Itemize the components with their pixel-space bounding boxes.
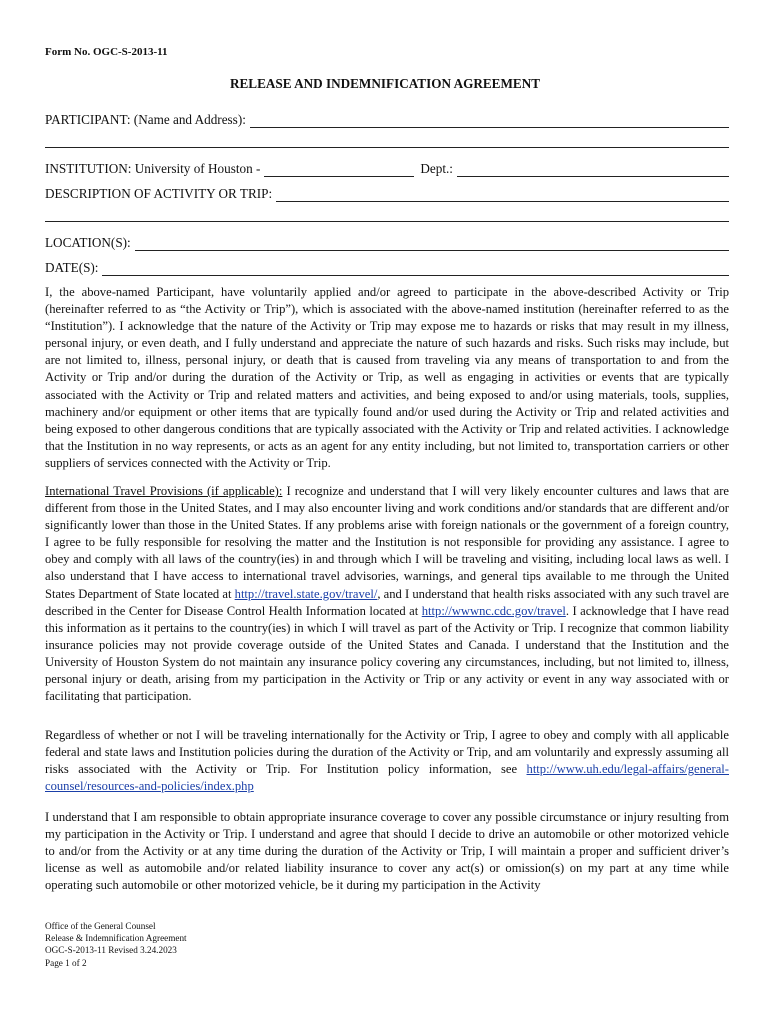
institution-label: INSTITUTION: University of Houston - bbox=[45, 161, 261, 176]
dates-label: DATE(S): bbox=[45, 260, 99, 275]
footer-document-name: Release & Indemnification Agreement bbox=[45, 933, 187, 944]
dept-input-line[interactable] bbox=[457, 165, 729, 177]
cdc-travel-link[interactable]: http://wwwnc.cdc.gov/travel bbox=[421, 603, 566, 618]
international-travel-text-b: , and I understand that health risks associated with any such travel are described in the Center for Disease Control Health Information located at bbox=[45, 586, 729, 618]
participant-input-line[interactable] bbox=[250, 116, 729, 128]
description-field bbox=[45, 186, 729, 202]
insurance-paragraph: I understand that I am responsible to obtain appropriate insurance coverage to cover any possible circumstance or injury resulting from my participation in the Activity or Trip. I understand and agree that should I decide to drive an automobile or other motorized vehicle to and/or from the Activity or at any time during the duration of the Activity or Trip, I will maintain a proper and sufficient driver’s license as well as automobile and/or related liability insurance to cover any act(s) or omission(s) on my part at any time while operating such automobile or other motorized vehicle, be it during my participation in the Activity bbox=[45, 810, 729, 893]
participant-label: PARTICIPANT: (Name and Address): bbox=[45, 112, 246, 127]
state-dept-travel-link[interactable]: http://travel.state.gov/travel/ bbox=[234, 586, 378, 601]
international-travel-heading: International Travel Provisions (if applicable): bbox=[45, 484, 283, 498]
dept-label: Dept.: bbox=[420, 161, 453, 176]
participant-field bbox=[45, 112, 729, 128]
footer-page-number: Page 1 of 2 bbox=[45, 957, 87, 968]
dates-input-line[interactable] bbox=[102, 264, 729, 276]
participant-acknowledgement-paragraph: I, the above-named Participant, have voluntarily applied and/or agreed to participate in the above-described Activity or Trip (hereinafter referred to as “the Activity or Trip”), which is associated with the above-named institution (hereinafter referred to as the “Institution”). I acknowledge that the nature of the Activity or Trip may expose me to hazards or risks that may result in my illness, personal injury, or even death, and I fully understand and appreciate the nature of such hazards and risks. Such risks may include, but are not limited to, illness, personal injury, or death that is caused from traveling via any means of transportation to and from the Activity or Trip and/or during the duration of the Activity or Trip, as well as engaging in activities or events that are typically associated with the Activity or Trip and related matters and activities, and being exposed to and/or using materials, tools, supplies, machinery and/or equipment or other items that are typically found and/or used during the Activity or Trip and related activities and being exposed to other dangerous conditions that are typically associated with the Activity or Trip and related activities. I acknowledge that the Institution in no way represents, or acts as an agent for any entity including, but not limited to, transportation carriers or other suppliers of services connected with the Activity or Trip. bbox=[45, 285, 729, 470]
description-input-line[interactable] bbox=[276, 190, 729, 202]
laws-compliance-text: Regardless of whether or not I will be traveling internationally for the Activity or Trip, I agree to obey and comply with all applicable federal and state laws and Institution policies during the duration of the Activity or Trip, and am voluntarily and expressly assuming all risks associated with the Activity or Trip. For Institution policy information, see bbox=[45, 728, 729, 777]
footer-revision: OGC-S-2013-11 Revised 3.24.2023 bbox=[45, 945, 177, 956]
international-travel-text-a: I recognize and understand that I will very likely encounter cultures and laws that are different from those in the United States, and I may also encounter living and work conditions and/or standards that are different and/or significantly lower than those in the United States. If any problems arise with foreign nationals or the government of a foreign country, I agree to be fully responsible for resolving the matter and the Institution is not responsible for providing any assistance. I agree to obey and comply with all laws of the country(ies) in and through which I will be traveling and visiting, including local laws as well. I also understand that I have access to international travel advisories, warnings, and general tips available to me through the United States Department of State located at bbox=[45, 484, 730, 601]
international-travel-paragraph bbox=[45, 483, 729, 705]
description-continuation-line[interactable] bbox=[45, 220, 729, 222]
description-label: DESCRIPTION OF ACTIVITY OR TRIP: bbox=[45, 186, 273, 201]
institution-input-line[interactable] bbox=[264, 165, 414, 177]
locations-field bbox=[45, 235, 729, 251]
locations-input-line[interactable] bbox=[135, 239, 729, 251]
page-footer bbox=[45, 920, 187, 969]
form-number: Form No. OGC-S-2013-11 bbox=[45, 46, 168, 58]
document-title: RELEASE AND INDEMNIFICATION AGREEMENT bbox=[229, 76, 541, 91]
uh-policies-link[interactable]: http://www.uh.edu/legal-affairs/general-counsel/resources-and-policies/index.php bbox=[45, 762, 729, 794]
participant-address-line[interactable] bbox=[45, 146, 729, 148]
footer-office: Office of the General Counsel bbox=[45, 921, 156, 931]
international-travel-text-c: . I acknowledge that I have read this information as it pertains to the country(ies) in which I will travel as part of the Activity or Trip. I recognize that common liability insurance policies may not provide coverage outside of the United States and Canada. I understand that the Institution and the University of Houston System do not maintain any insurance policy covering any circumstances, including, but not limited to, illness, personal injury or death, arising from my participation in the Activity or Trip or any activity or event in any way associated with or facilitating that participation. bbox=[45, 603, 729, 704]
locations-label: LOCATION(S): bbox=[45, 235, 131, 250]
laws-compliance-paragraph bbox=[45, 727, 729, 795]
institution-field bbox=[45, 161, 729, 177]
dates-field bbox=[45, 260, 729, 276]
